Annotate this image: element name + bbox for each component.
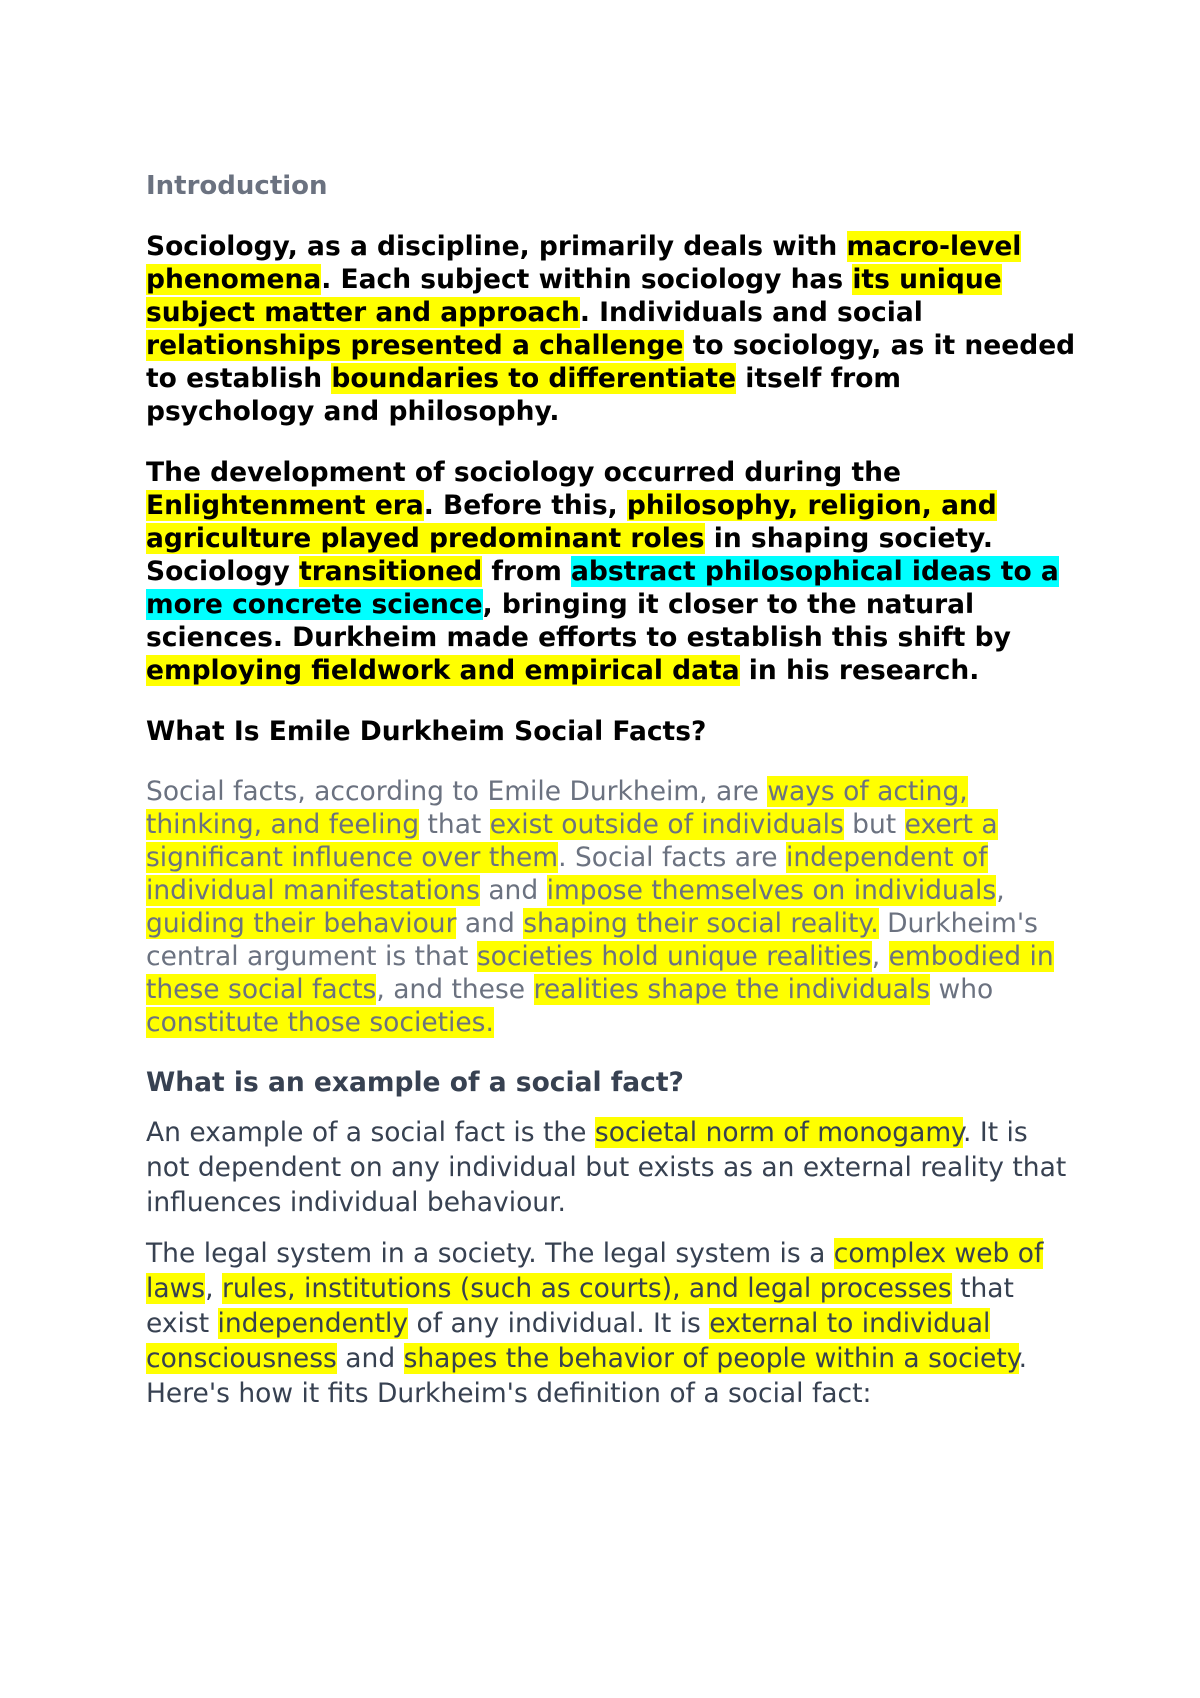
highlighted-text: transitioned xyxy=(299,556,483,587)
text-run: and xyxy=(479,875,547,906)
text-run: Social facts, according to Emile Durkheim, are xyxy=(146,776,768,807)
text-run: and xyxy=(336,1343,404,1374)
text-run: of any individual. It is xyxy=(408,1308,710,1339)
text-run: and xyxy=(456,908,524,939)
highlighted-text: employing fieldwork and empirical data xyxy=(146,655,740,686)
highlighted-text: philosophy, religion, and agriculture played predominant roles xyxy=(146,490,997,554)
highlighted-text: embodied in these social facts xyxy=(146,941,1054,1005)
text-run: , xyxy=(871,941,889,972)
highlighted-text: impose themselves on individuals xyxy=(546,875,997,906)
text-run: Introduction xyxy=(146,171,328,201)
text-run: who xyxy=(930,974,994,1005)
text-run: but xyxy=(843,809,905,840)
highlighted-text: shapes the behavior of people within a society xyxy=(403,1343,1019,1374)
paragraph-social-facts xyxy=(146,775,1076,1039)
text-run: The legal system in a society. The legal system is a xyxy=(146,1238,834,1269)
paragraph-example-legal xyxy=(146,1236,1076,1411)
highlighted-text: shaping their social reality. xyxy=(523,908,879,939)
text-run: . Individuals and social xyxy=(579,297,923,328)
highlighted-text: guiding their behaviour xyxy=(146,908,457,939)
section-heading-introduction xyxy=(146,170,1076,202)
text-run: Sociology, as a discipline, primarily deals with xyxy=(146,231,847,262)
highlighted-text: independent of individual manifestations xyxy=(146,842,988,906)
highlighted-text: external to individual consciousness xyxy=(146,1308,991,1374)
text-run: . Here's how it fits Durkheim's definition of a social fact: xyxy=(146,1343,1028,1409)
text-run: . It is not dependent on any individual but exists as an external reality that influences individual behaviour. xyxy=(146,1117,1067,1218)
text-run: , xyxy=(996,875,1005,906)
paragraph-example-monogamy xyxy=(146,1115,1076,1220)
highlighted-text: relationships presented a challenge xyxy=(146,330,684,361)
highlighted-text-cyan: abstract philosophical ideas to a more concrete science xyxy=(146,556,1059,620)
heading-social-facts xyxy=(146,715,1076,748)
text-run: that exist xyxy=(146,1273,1014,1339)
text-run: , xyxy=(205,1273,222,1304)
paragraph-intro-1 xyxy=(146,230,1076,428)
text-run: . Before this, xyxy=(423,490,627,521)
highlighted-text: societal norm of monogamy xyxy=(594,1117,964,1148)
highlighted-text: exist outside of individuals xyxy=(489,809,844,840)
highlighted-text: constitute those societies. xyxy=(146,1007,494,1038)
highlighted-text: exert a significant influence over them xyxy=(146,809,998,873)
highlighted-text: complex web of laws xyxy=(146,1238,1044,1304)
highlighted-text: ways of acting, thinking, and feeling xyxy=(146,776,968,840)
text-run: to sociology, as it needed to establish xyxy=(146,330,1076,394)
text-run: The development of sociology occurred during the xyxy=(146,457,901,488)
highlighted-text: its unique subject matter and approach xyxy=(146,264,1002,328)
heading-example xyxy=(146,1066,1076,1099)
text-run: , and these xyxy=(376,974,534,1005)
text-run: . Social facts are xyxy=(558,842,787,873)
text-run: that xyxy=(419,809,490,840)
highlighted-text: Enlightenment era xyxy=(146,490,424,521)
text-run: in shaping society. Sociology xyxy=(146,523,993,587)
text-run: Durkheim's central argument is that xyxy=(146,908,1038,972)
text-run: from xyxy=(482,556,572,587)
paragraph-intro-2 xyxy=(146,456,1076,687)
highlighted-text: rules, institutions (such as courts), and legal processes xyxy=(221,1273,952,1304)
highlighted-text: realities shape the individuals xyxy=(533,974,931,1005)
highlighted-text: macro-level phenomena xyxy=(146,231,1022,295)
highlighted-text: societies hold unique realities xyxy=(476,941,872,972)
highlighted-text: boundaries to differentiate xyxy=(331,363,737,394)
document-page xyxy=(146,170,1076,1427)
text-run: An example of a social fact is the xyxy=(146,1117,595,1148)
text-run: . Each subject within sociology has xyxy=(321,264,853,295)
text-run: What is an example of a social fact? xyxy=(146,1067,684,1098)
text-run: What Is Emile Durkheim Social Facts? xyxy=(146,716,707,747)
text-run: itself from psychology and philosophy. xyxy=(146,363,902,427)
text-run: , bringing it closer to the natural sciences. Durkheim made efforts to establish this shift by xyxy=(146,589,1011,653)
text-run: in his research. xyxy=(739,655,980,686)
highlighted-text: independently xyxy=(217,1308,409,1339)
